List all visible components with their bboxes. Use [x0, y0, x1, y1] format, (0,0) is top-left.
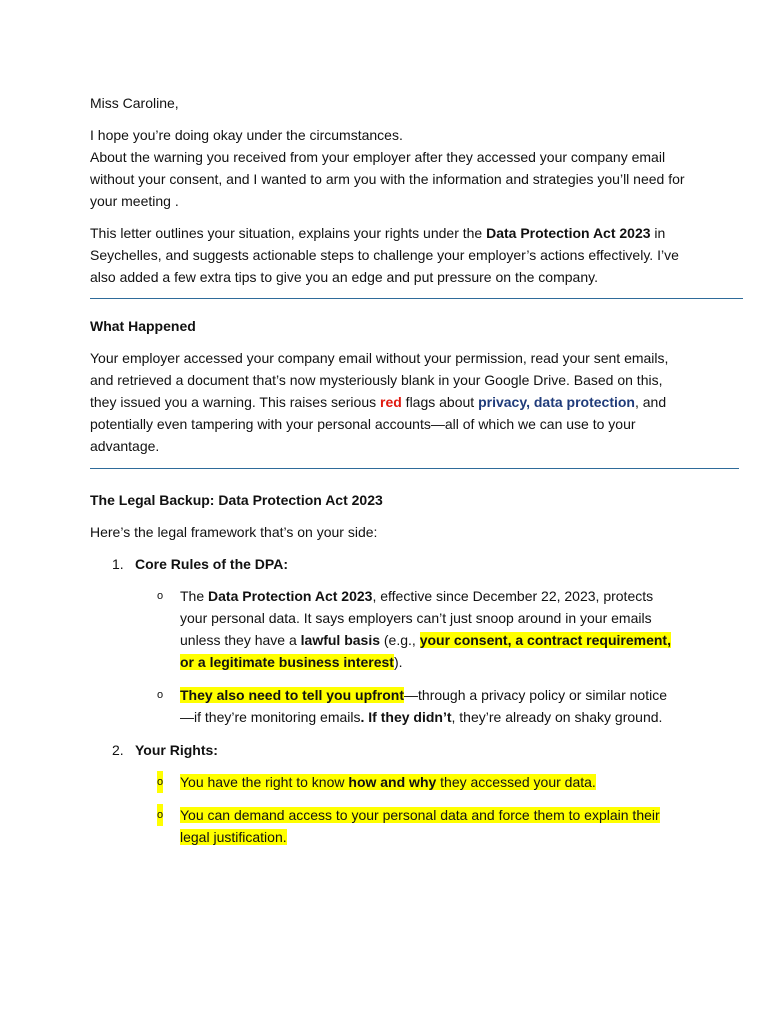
text-run: You can demand access to your personal data and force them to explain their legal justification. — [180, 807, 660, 845]
highlighted-tell-upfront: They also need to tell you upfront — [180, 687, 405, 703]
hollow-bullet-icon: o — [157, 771, 163, 793]
hollow-bullet-icon: o — [157, 590, 164, 602]
outline-act-name: Data Protection Act 2023 — [486, 225, 651, 241]
section-divider-1 — [90, 298, 743, 299]
what-happened-paragraph — [90, 347, 690, 457]
list-item-title: Your Rights: — [135, 742, 218, 758]
your-rights-sublist — [135, 771, 690, 848]
intro-line-1: I hope you’re doing okay under the circumstances. — [90, 127, 403, 143]
section-divider-2 — [90, 468, 739, 469]
text-run: , they’re already on shaky ground. — [451, 709, 663, 725]
what-happened-heading: What Happened — [90, 318, 196, 334]
list-number: 2. — [112, 742, 124, 758]
what-happened-text-post: , and potentially even tampering with your personal accounts—all of which we can use to your advantage. — [90, 394, 667, 454]
data-protection-term: data protection — [533, 394, 635, 410]
sub-item-demand-access — [135, 804, 680, 848]
text-run: The — [180, 588, 209, 604]
text-run: You have the right to know — [180, 774, 349, 790]
hollow-bullet-icon: o — [157, 804, 163, 826]
sub-item-right-to-know — [135, 771, 680, 793]
privacy-term: privacy — [478, 394, 527, 410]
list-number: 1. — [112, 556, 124, 572]
intro-paragraph — [90, 124, 690, 212]
legal-backup-heading: The Legal Backup: Data Protection Act 2023 — [90, 492, 383, 508]
salutation: Miss Caroline, — [90, 95, 179, 111]
core-rules-sublist — [135, 585, 690, 728]
outline-paragraph — [90, 222, 690, 288]
list-item-your-rights — [90, 739, 690, 848]
intro-line-2: About the warning you received from your employer after they accessed your company email without your consent, and I wanted to arm you with the information and strategies you’ll need for your meeting . — [90, 149, 685, 209]
text-run: they accessed your data. — [436, 774, 596, 790]
lawful-basis-term: lawful basis — [300, 632, 380, 648]
sub-item-lawful-basis — [135, 585, 680, 673]
outline-text-pre: This letter outlines your situation, explains your rights under the — [90, 225, 487, 241]
what-happened-text-pre: Your employer accessed your company email without your permission, read your sent emails, and retrieved a document that’s now mysteriously blank in your Google Drive. Based on this, they issued you a warning. This raises serious — [90, 350, 669, 410]
outline-text-post: in Seychelles, and suggests actionable steps to challenge your employer’s actions effectively. I’ve also added a few extra tips to give you an edge and put pressure on the company. — [90, 225, 679, 285]
red-flag-word: red — [380, 394, 402, 410]
how-and-why-term: how and why — [348, 774, 437, 790]
list-item-title: Core Rules of the DPA: — [135, 556, 288, 572]
list-item-core-rules — [90, 553, 690, 728]
letter-body — [90, 92, 690, 859]
hollow-bullet-icon: o — [157, 689, 164, 701]
highlighted-lawful-bases: your consent, a contract requirement, or a legitimate business interest — [180, 632, 671, 670]
legal-intro: Here’s the legal framework that’s on your side: — [90, 524, 378, 540]
term-separator: , — [526, 394, 534, 410]
what-happened-text-mid: flags about — [401, 394, 479, 410]
text-run: ). — [393, 654, 403, 670]
text-run: (e.g., — [380, 632, 420, 648]
legal-framework-list — [90, 553, 690, 848]
dpa-act-name: Data Protection Act 2023 — [208, 588, 373, 604]
text-run: , effective since December 22, 2023, protects your personal data. It says employers can’t just snoop around in your emails unless they have a — [180, 588, 654, 648]
sub-item-tell-upfront — [135, 684, 680, 728]
if-they-didnt-term: . If they didn’t — [360, 709, 452, 725]
text-run: —through a privacy policy or similar notice—if they’re monitoring emails — [180, 687, 668, 725]
